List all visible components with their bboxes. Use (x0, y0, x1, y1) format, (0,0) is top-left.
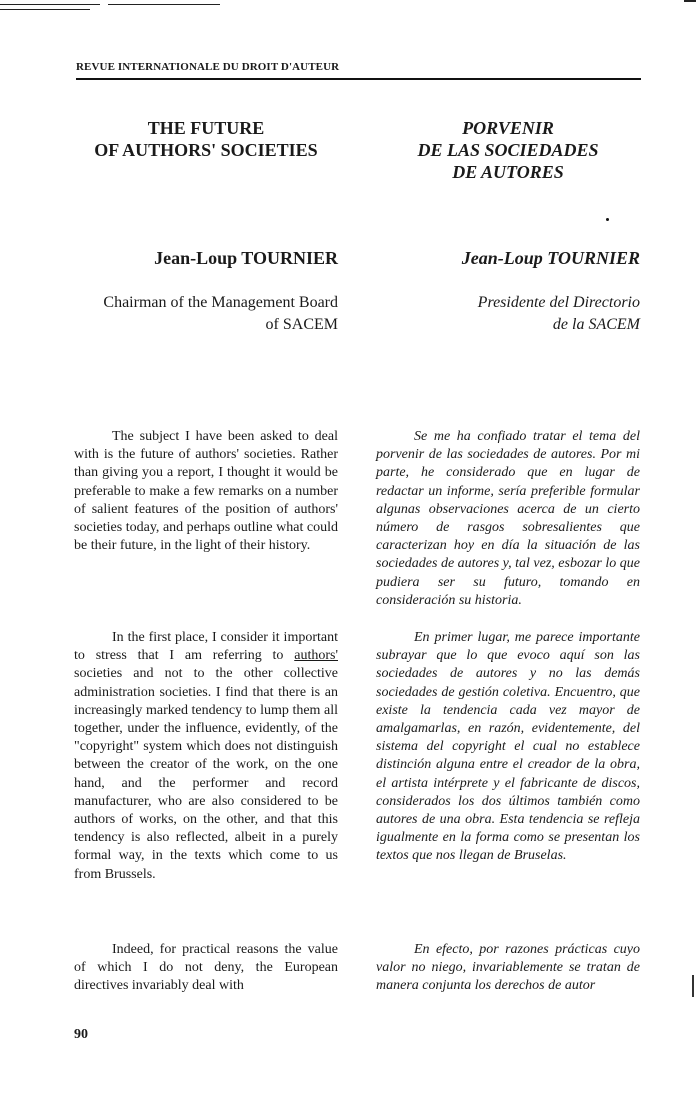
title-spanish-line-2: DE LAS SOCIEDADES (417, 140, 599, 160)
spanish-paragraph-2 (376, 629, 640, 866)
spanish-paragraph-1-text: Se me ha confiado tratar el tema del porvenir de las sociedades de autores. Por mi parte, he considerado que en lugar de redactar un informe, sería preferible formular algunas observaciones acerca de un cierto número de rasgos sobresalientes que caracterizan hoy en día la situación de las sociedades de autores y, tal vez, esbozar lo que pudiera ser su futuro, tomando en consideración su historia. (376, 429, 640, 608)
scan-artifact-line (0, 9, 90, 10)
scan-artifact-mark (684, 0, 696, 2)
english-paragraph-2-start: In the first place, I consider it important to stress that I am referring to (74, 630, 338, 664)
affiliation-english-line-2: of SACEM (265, 316, 338, 333)
title-spanish-line-1: PORVENIR (462, 118, 554, 138)
title-english (74, 117, 338, 161)
spanish-paragraph-1 (376, 428, 640, 610)
spanish-paragraph-3-text: En efecto, por razones prácticas cuyo valor no niego, invariablemente se tratan de manera conjunta los derechos de autor (376, 942, 640, 994)
english-paragraph-2-end: societies and not to the other collective administration societies. I find that there is an increasingly marked tendency to lump them all together, under the influence, evidently, of the "copyright" system which does not distinguish between the creator of the work, on the one hand, and the performer and record manufacturer, who are also considered to be authors of works, on the other, and that this tendency is also reflected, albeit in a purely formal way, in the texts which come to us from Brussels. (74, 666, 338, 882)
running-head: REVUE INTERNATIONALE DU DROIT D'AUTEUR (76, 61, 340, 73)
affiliation-spanish-line-1: Presidente del Directorio (477, 294, 640, 311)
scan-artifact-line (108, 4, 220, 5)
affiliation-english (74, 292, 338, 336)
title-english-line-2: OF AUTHORS' SOCIETIES (94, 140, 318, 160)
author-spanish: Jean-Loup TOURNIER (461, 248, 640, 268)
header-rule (76, 78, 641, 80)
english-paragraph-3 (74, 941, 338, 996)
stray-dot (606, 218, 609, 221)
author-english: Jean-Loup TOURNIER (154, 248, 338, 268)
affiliation-english-line-1: Chairman of the Management Board (103, 294, 338, 311)
affiliation-spanish (376, 292, 640, 336)
spanish-paragraph-3 (376, 941, 640, 996)
spanish-paragraph-2-text: En primer lugar, me parece importante subrayar que lo que evoco aquí son las sociedades de autores y no las demás sociedades de gestión coletiva. Encuentro, que existe la tendencia cada vez mayor de amalgamarlas, en razón, evidentemente, del sistema del copyright el cual no establece distinción alguna entre el creador de la obra, el artista intérprete y el fabricante de discos, considerados los dos últimos también como autores de una obra. Esta tendencia se refleja igualmente en la forma como se presentan los textos que nos llegan de Bruselas. (376, 630, 640, 864)
english-paragraph-2 (74, 629, 338, 884)
title-spanish (376, 117, 640, 183)
scan-edge-mark (692, 975, 694, 997)
english-paragraph-2-text (74, 629, 338, 884)
underlined-word: authors' (294, 648, 338, 664)
title-spanish-line-3: DE AUTORES (452, 162, 564, 182)
scan-artifact-line (0, 4, 100, 5)
title-english-line-1: THE FUTURE (147, 118, 265, 138)
english-paragraph-1 (74, 428, 338, 555)
english-paragraph-1-text: The subject I have been asked to deal with is the future of authors' societies. Rather than giving you a report, I thought it would be preferable to make a few remarks on a number of salient features of the position of authors' societies today, and perhaps outline what could be their future, in the light of their history. (74, 429, 338, 554)
affiliation-spanish-line-2: de la SACEM (552, 316, 640, 333)
page-number: 90 (74, 1027, 88, 1042)
english-paragraph-3-text: Indeed, for practical reasons the value of which I do not deny, the European directives invariably deal with (74, 942, 338, 994)
